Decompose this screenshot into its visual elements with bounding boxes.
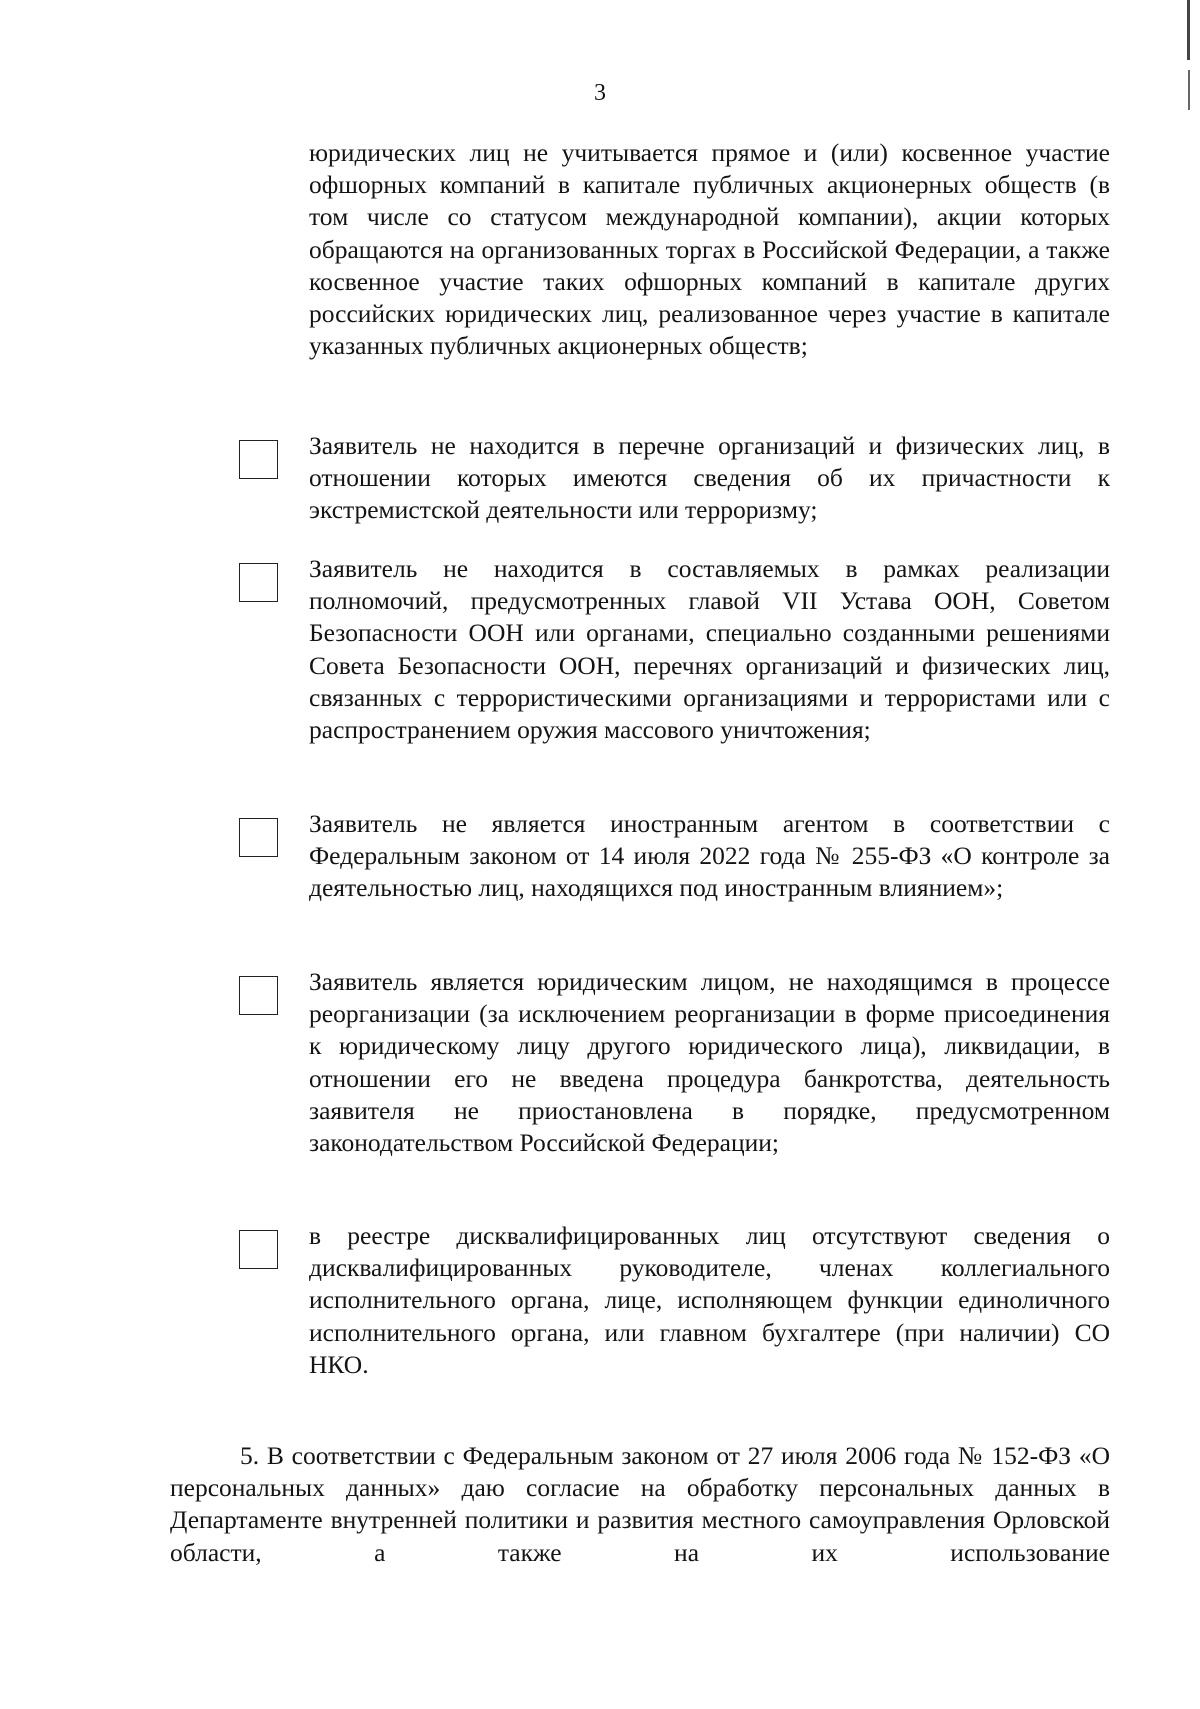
paragraph-continuation: юридических лиц не учитывается прямое и (или) косвенное участие офшорных компаний в капитале публичных акционерных обществ (в том числе со статусом международной компании), акции которых обращаются на организованных торгах в Российской Федерации, а также косвенное участие таких офшорных компаний в капитале других российских юридических лиц, реализованное через участие в капитале указанных публичных акционерных обществ; [309, 138, 1110, 361]
checkbox-un-sanctions-list[interactable] [239, 563, 278, 602]
scan-edge-mark [1187, 0, 1190, 60]
paragraph-extremism-list: Заявитель не находится в перечне организаций и физических лиц, в отношении которых имеются сведения об их причастности к экстремистской деятельности или терроризму; [309, 431, 1110, 525]
page-number: 3 [594, 80, 606, 106]
checkbox-disqualified-registry[interactable] [239, 1230, 278, 1269]
checkbox-extremism-list[interactable] [239, 440, 278, 479]
paragraph-foreign-agent: Заявитель не является иностранным агентом в соответствии с Федеральным законом от 14 июля 2022 года № 255-ФЗ «О контроле за деятельностью лиц, находящихся под иностранным влиянием»; [309, 809, 1110, 903]
paragraph-disqualified-registry: в реестре дисквалифицированных лиц отсутствуют сведения о дисквалифицированных руководителе, членах коллегиального исполнительного органа, лице, исполняющем функции единоличного исполнительного органа, или главном бухгалтере (при наличии) СО НКО. [309, 1221, 1110, 1379]
paragraph-un-sanctions-list: Заявитель не находится в составляемых в рамках реализации полномочий, предусмотренных главой VII Устава ООН, Советом Безопасности ООН или органами, специально созданными решениями Совета Безопасности ООН, перечнях организаций и физических лиц, связанных с террористическими организациями и террористами или с распространением оружия массового уничтожения; [309, 554, 1110, 745]
checkbox-reorganization[interactable] [239, 976, 278, 1015]
checkbox-foreign-agent[interactable] [239, 818, 278, 857]
paragraph-reorganization: Заявитель является юридическим лицом, не находящимся в процессе реорганизации (за исключением реорганизации в форме присоединения к юридическому лицу другого юридического лица), ликвидации, в отношении его не введена процедура банкротства, деятельность заявителя не приостановлена в порядке, предусмотренном законодательством Российской Федерации; [309, 967, 1110, 1158]
paragraph-point-5: 5. В соответствии с Федеральным законом от 27 июля 2006 года № 152-ФЗ «О персональных данных» даю согласие на обработку персональных данных в Департаменте внутренней политики и развития местного самоуправления Орловской области, а также на их использование [170, 1441, 1110, 1567]
